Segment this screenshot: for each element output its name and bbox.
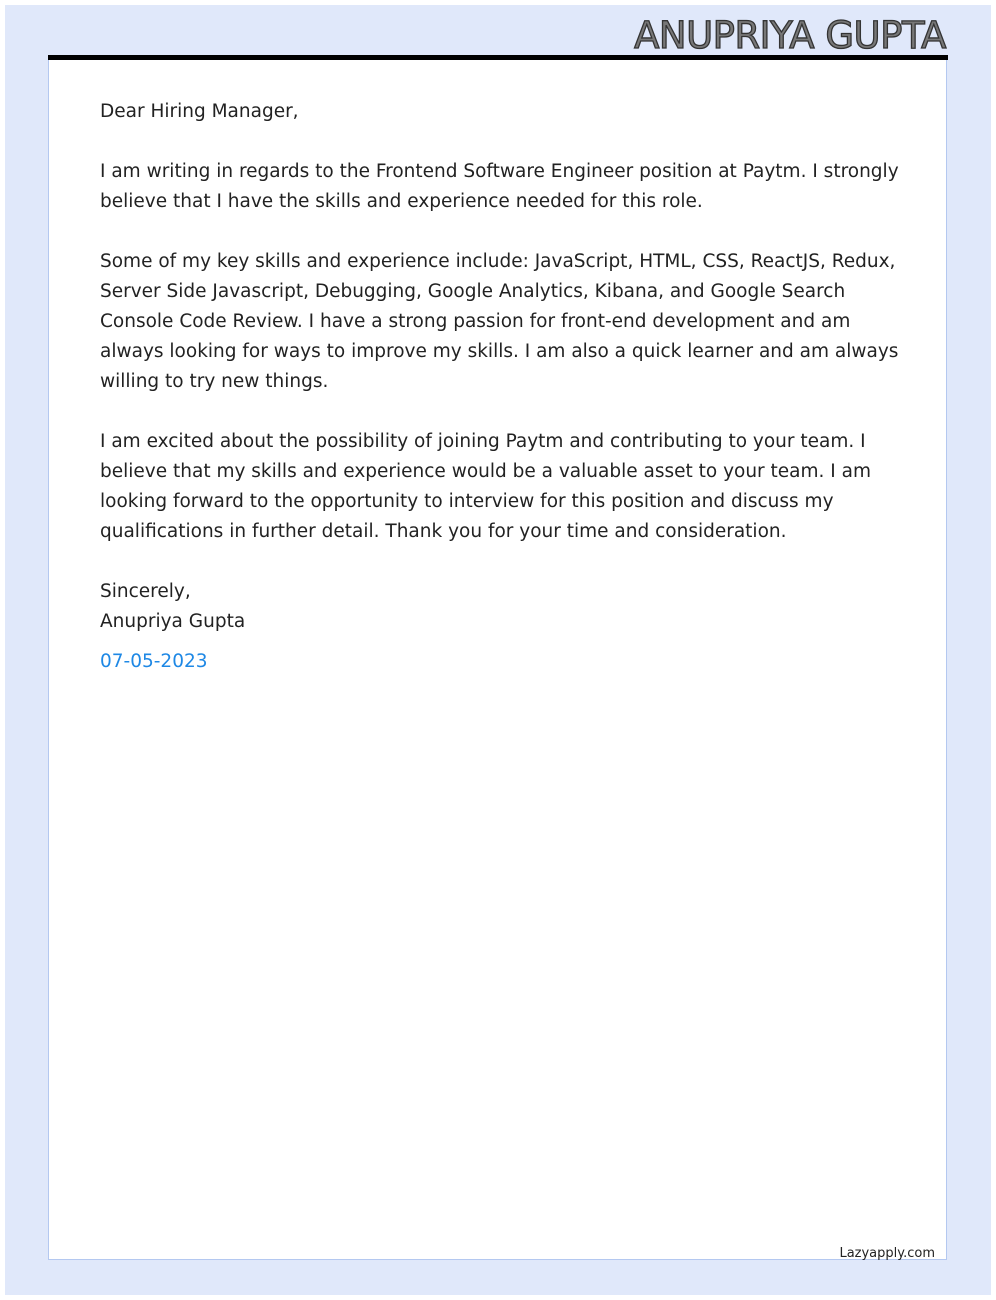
applicant-name-heading: ANUPRIYA GUPTA <box>634 14 946 57</box>
footer-brand: Lazyapply.com <box>839 1246 935 1261</box>
letter-body <box>100 97 900 677</box>
paragraph-intro: I am writing in regards to the Frontend Software Engineer position at Paytm. I strongly believe that I have the skills and experience needed for this role. <box>100 161 899 212</box>
signature: Anupriya Gupta <box>100 611 246 632</box>
letter-date: 07-05-2023 <box>100 651 208 672</box>
salutation: Dear Hiring Manager, <box>100 101 299 122</box>
paragraph-closing: I am excited about the possibility of joining Paytm and contributing to your team. I believe that my skills and experience would be a valuable asset to your team. I am looking forward to the opportunity to interview for this position and discuss my qualifications in further detail. Thank you for your time and consideration. <box>100 431 871 542</box>
paragraph-skills: Some of my key skills and experience include: JavaScript, HTML, CSS, ReactJS, Redux, Server Side Javascript, Debugging, Google Analytics, Kibana, and Google Search Console Code Review. I have a strong passion for front-end development and am always looking for ways to improve my skills. I am also a quick learner and am always willing to try new things. <box>100 251 899 392</box>
closing: Sincerely, <box>100 581 191 602</box>
